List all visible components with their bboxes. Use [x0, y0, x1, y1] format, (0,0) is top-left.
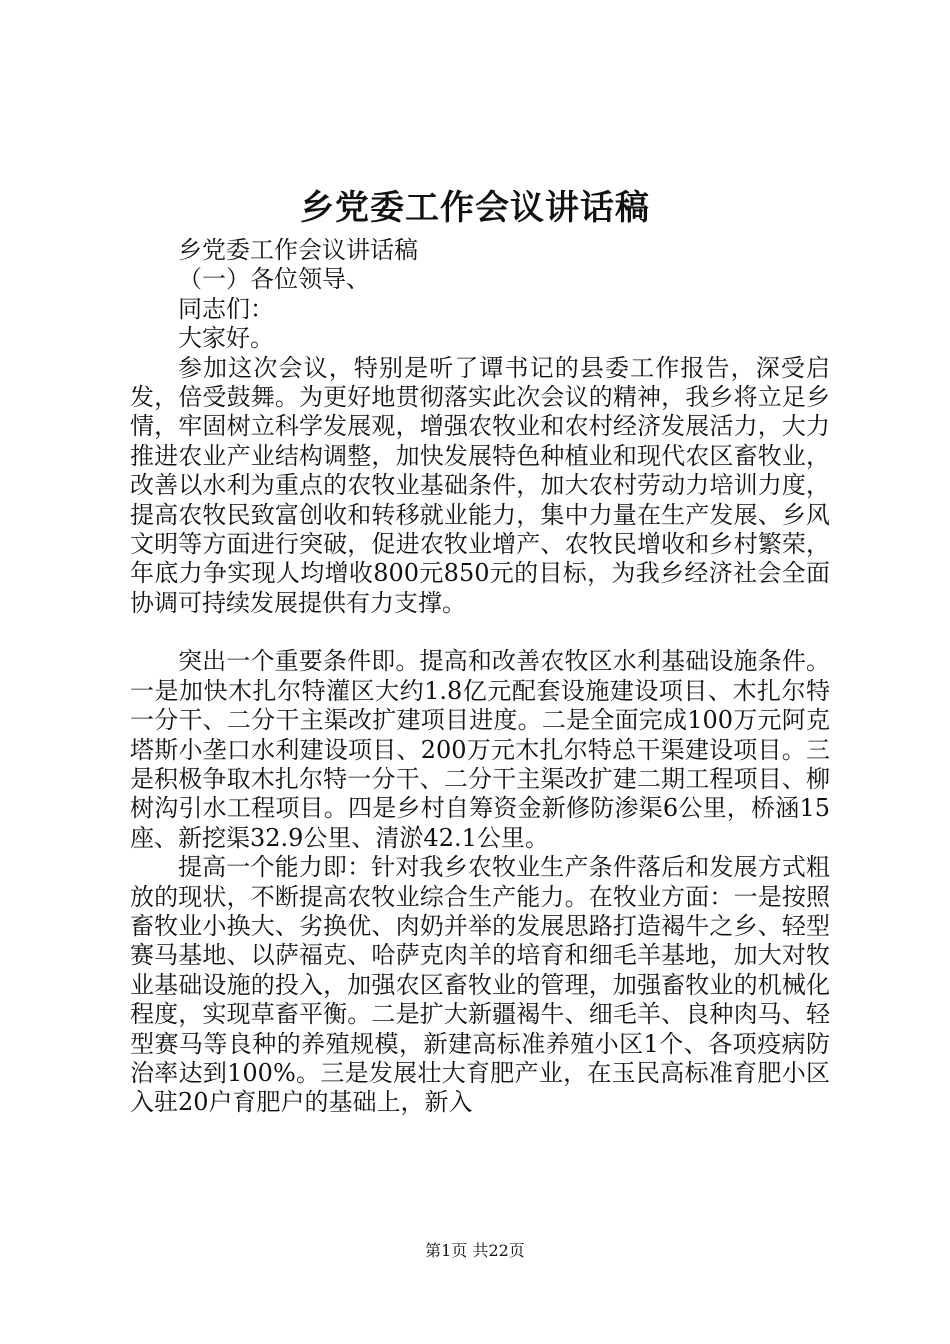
paragraph-salutation-2: 同志们： — [178, 294, 274, 323]
paragraph-water-conservancy: 突出一个重要条件即。提高和改善农牧区水利基础设施条件。一是加快木扎尔特灌区大约1.8亿元配套设施建设项目、木扎尔特一分干、二分干主渠改扩建项目进度。二是全面完成100万元阿克塔斯小垄口水利建设项目、200万元木扎尔特总干渠建设项目。三是积极争取木扎尔特一分干、二分干主渠改扩建二期工程项目、柳树沟引水工程项目。四是乡村自筹资金新修防渗渠6公里，桥涵15座、新挖渠32.9公里、清淤42.1公里。 — [130, 647, 830, 852]
paragraph-capacity: 提高一个能力即：针对我乡农牧业生产条件落后和发展方式粗放的现状，不断提高农牧业综合生产能力。在牧业方面：一是按照畜牧业小换大、劣换优、肉奶并举的发展思路打造褐牛之乡、轻型赛马基地、以萨福克、哈萨克肉羊的培育和细毛羊基地，加大对牧业基础设施的投入，加强农区畜牧业的管理，加强畜牧业的机械化程度，实现草畜平衡。二是扩大新疆褐牛、细毛羊、良种肉马、轻型赛马等良种的养殖规模，新建高标准养殖小区1个、各项疫病防治率达到100%。三是发展壮大育肥产业，在玉民高标准育肥小区入驻20户育肥户的基础上，新入 — [130, 853, 830, 1117]
paragraph-greeting: 大家好。 — [178, 324, 274, 353]
document-title: 乡党委工作会议讲话稿 — [300, 188, 650, 228]
paragraph-intro: 参加这次会议，特别是听了谭书记的县委工作报告，深受启发，倍受鼓舞。为更好地贯彻落实此次会议的精神，我乡将立足乡情，牢固树立科学发展观，增强农牧业和农村经济发展活力，大力推进农业产业结构调整，加快发展特色种植业和现代农区畜牧业，改善以水利为重点的农牧业基础条件，加大农村劳动力培训力度，提高农牧民致富创收和转移就业能力，集中力量在生产发展、乡风文明等方面进行突破，促进农牧业增产、农牧民增收和乡村繁荣，年底力争实现人均增收800元850元的目标，为我乡经济社会全面协调可持续发展提供有力支撑。 — [130, 353, 830, 617]
page-footer: 第1页 共22页 — [425, 1241, 525, 1260]
document-body — [130, 236, 830, 1118]
paragraph-subtitle: 乡党委工作会议讲话稿 — [178, 236, 418, 264]
paragraph-salutation-1: （一）各位领导、 — [178, 265, 370, 294]
